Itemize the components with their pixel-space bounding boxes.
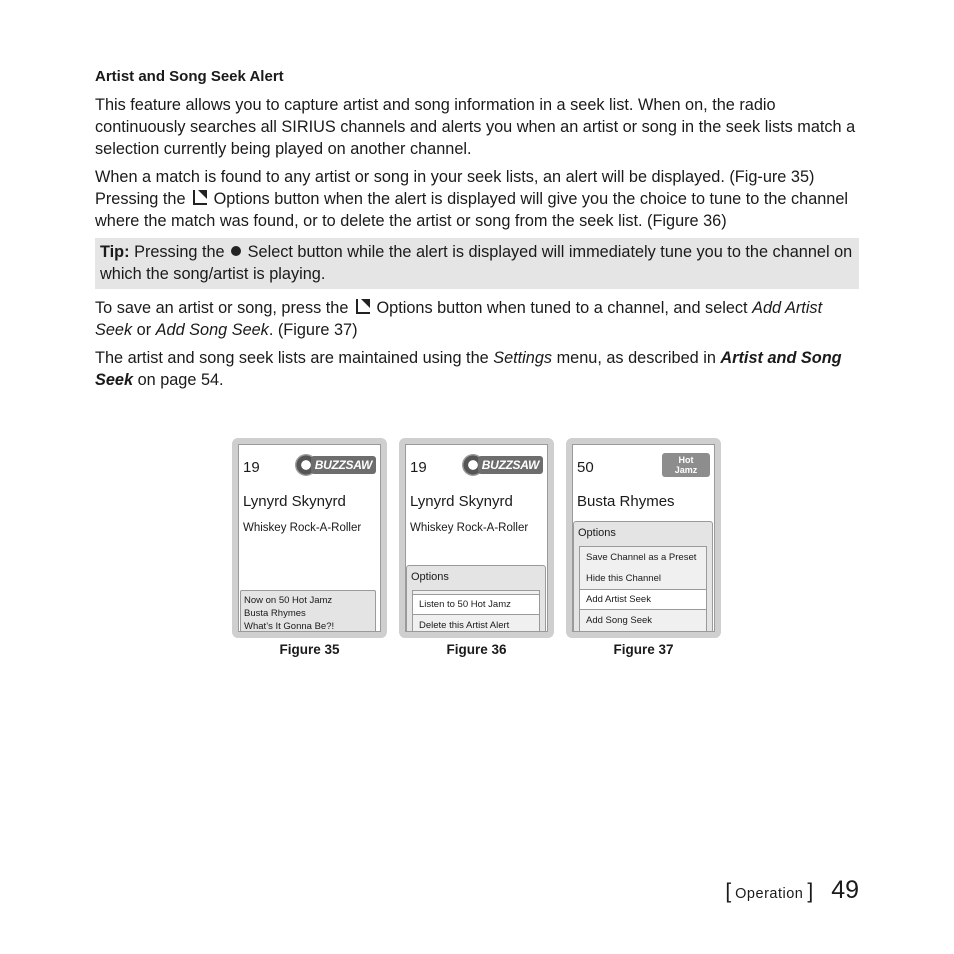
tip-label: Tip:	[100, 243, 130, 261]
footer-close-bracket: ]	[807, 880, 814, 903]
option-delete-artist-alert[interactable]: Delete this Artist Alert	[419, 620, 510, 631]
page-number: 49	[831, 876, 859, 904]
options-menu	[573, 521, 713, 632]
channel-number: 19	[410, 459, 427, 476]
song-title: Whiskey Rock-A-Roller	[243, 522, 362, 534]
radio-screen	[232, 438, 387, 638]
figure-37	[566, 438, 721, 657]
options-button-icon	[355, 299, 370, 314]
song-title: Whiskey Rock-A-Roller	[410, 522, 529, 534]
section-heading: Artist and Song Seek Alert	[95, 68, 284, 85]
option-save-channel-preset[interactable]: Save Channel as a Preset	[586, 552, 697, 563]
figure-caption: Figure 36	[446, 642, 507, 657]
options-menu	[406, 565, 546, 632]
artist-song-seek-reference: Artist and Song Seek	[95, 349, 842, 389]
option-add-artist-seek[interactable]: Add Artist Seek	[580, 589, 706, 610]
page-footer	[725, 876, 859, 905]
alert-paragraph: When a match is found to any artist or song in your seek lists, an alert will be displayed. (Fig-ure 35) Pressing the Options button when the alert is displayed will give you the choice to tune to the channel where the match was found, or to delete the artist or song from the seek list. (Figure 36)	[95, 168, 849, 230]
artist-name: Lynyrd Skynyrd	[243, 493, 346, 510]
channel-number: 19	[243, 459, 260, 476]
options-list	[579, 546, 707, 632]
radio-screen	[566, 438, 721, 638]
option-add-song-seek[interactable]: Add Song Seek	[586, 615, 653, 626]
figure-caption: Figure 35	[279, 642, 340, 657]
page-content	[95, 66, 859, 397]
figure-caption: Figure 37	[613, 642, 674, 657]
save-paragraph: To save an artist or song, press the Options button when tuned to a channel, and select Add Artist Seek or Add Song Seek. (Figure 37)	[95, 299, 823, 339]
seek-alert-box: Now on 50 Hot Jamz Busta Rhymes What’s It Gonna Be?!	[240, 590, 376, 632]
buzzsaw-logo-icon: BUZZSAW	[459, 453, 543, 477]
option-hide-channel[interactable]: Hide this Channel	[586, 573, 661, 584]
hot-jamz-logo-icon: Hot Jamz	[626, 453, 710, 477]
section-name: Operation	[735, 886, 804, 902]
footer-open-bracket: [	[725, 880, 732, 903]
tip-box: Tip: Pressing the Select button while the alert is displayed will immediately tune you to the channel on which the song/artist is playing.	[95, 238, 859, 289]
option-listen-to-channel[interactable]: Listen to 50 Hot Jamz	[413, 594, 539, 615]
settings-paragraph: The artist and song seek lists are maintained using the Settings menu, as described in Artist and Song Seek on page 54.	[95, 349, 842, 389]
options-list	[412, 590, 540, 632]
options-button-icon	[192, 190, 207, 205]
artist-name: Lynyrd Skynyrd	[410, 493, 513, 510]
intro-paragraph: This feature allows you to capture artist and song information in a seek list. When on, the radio continuously searches all SIRIUS channels and alerts you when an artist or song in the seek lists match a selection currently being played on another channel.	[95, 96, 856, 158]
select-button-dot-icon	[231, 246, 241, 256]
figure-36	[399, 438, 554, 657]
options-title: Options	[578, 527, 616, 539]
artist-name: Busta Rhymes	[577, 493, 675, 510]
options-title: Options	[411, 571, 449, 583]
buzzsaw-logo-icon: BUZZSAW	[292, 453, 376, 477]
channel-number: 50	[577, 459, 594, 476]
figure-35	[232, 438, 387, 657]
radio-screen	[399, 438, 554, 638]
